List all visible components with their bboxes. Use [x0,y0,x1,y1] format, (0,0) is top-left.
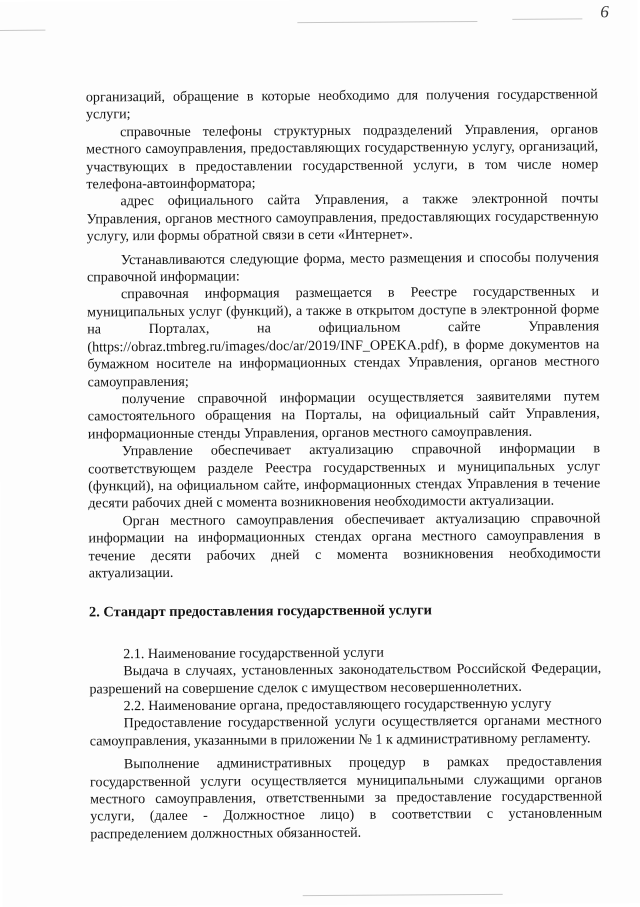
paragraph: организаций, обращение в которые необходимо для получения государственной услуги; [85,86,598,123]
paragraph: Выполнение административных процедур в рамках предоставления государственной услуги осуществляется муниципальными служащими органов местного самоуправления, ответственными за предоставление государственной услуги, (далее - Должностное лицо) в соответствии с установленным распределением должностных обязанностей. [89,753,603,843]
scan-artifact-line [0,30,45,31]
paragraph: справочные телефоны структурных подразделений Управления, органов местного самоуправления, предоставляющих государственную услугу, организаций, участвующих в предоставлении государственной услуги, в том числе номер телефона-автоинформатора; [86,121,599,193]
subsection-title: 2.2. Наименование органа, предоставляющего государственную услугу [123,695,552,715]
page-number: 6 [600,2,609,22]
paragraph: Предоставление государственной услуги осуществляется органами местного самоуправления, указанными в приложении № 1 к административному регламенту. [89,712,602,750]
section-heading: 2. Стандарт предоставления государственной услуги [88,602,432,621]
paragraph: Управление обеспечивает актуализацию справочной информации в соответствующем разделе Реестра государственных и муниципальных услуг (функций), на официальном сайте, информационных стендах Управления в течение десяти рабочих дней с момента возникновения необходимости актуализации. [88,440,601,512]
scan-artifact-line [512,18,582,19]
paragraph: адрес официального сайта Управления, а также электронной почты Управления, органов местного самоуправления, предоставляющих государственную услугу, или формы обратной связи в сети «Интернет». [86,190,599,245]
paragraph: Устанавливаются следующие форма, место размещения и способы получения справочной информации: [86,248,599,286]
paragraph: Выдача в случаях, установленных законодательством Российской Федерации, разрешений на совершение сделок с имуществом несовершеннолетних. [89,660,602,698]
subsection-title: 2.1. Наименование государственной услуги [123,644,384,662]
scan-artifact-line [297,21,477,23]
paragraph: получение справочной информации осуществляется заявителями путем самостоятельного обращения на Порталы, на официальный сайт Управления, информационные стенды Управления, органов местного самоуправления. [87,388,600,443]
paragraph: Орган местного самоуправления обеспечивает актуализацию справочной информации на информационных стендах органа местного самоуправления в течение десяти рабочих дней с момента возникновения необходимости актуализации. [88,510,601,582]
document-body [86,86,603,843]
paragraph: справочная информация размещается в Реестре государственных и муниципальных услуг (функций), а также в открытом доступе в электронной форме на Порталах, на официальном сайте Управления (https://obraz.tmbreg.ru/images/doc/ar/2019/INF_OPEKA.pdf), в форме документов на бумажном носителе на информационных стендах Управления, органов местного самоуправления; [87,283,600,390]
scan-artifact-line [303,894,503,896]
